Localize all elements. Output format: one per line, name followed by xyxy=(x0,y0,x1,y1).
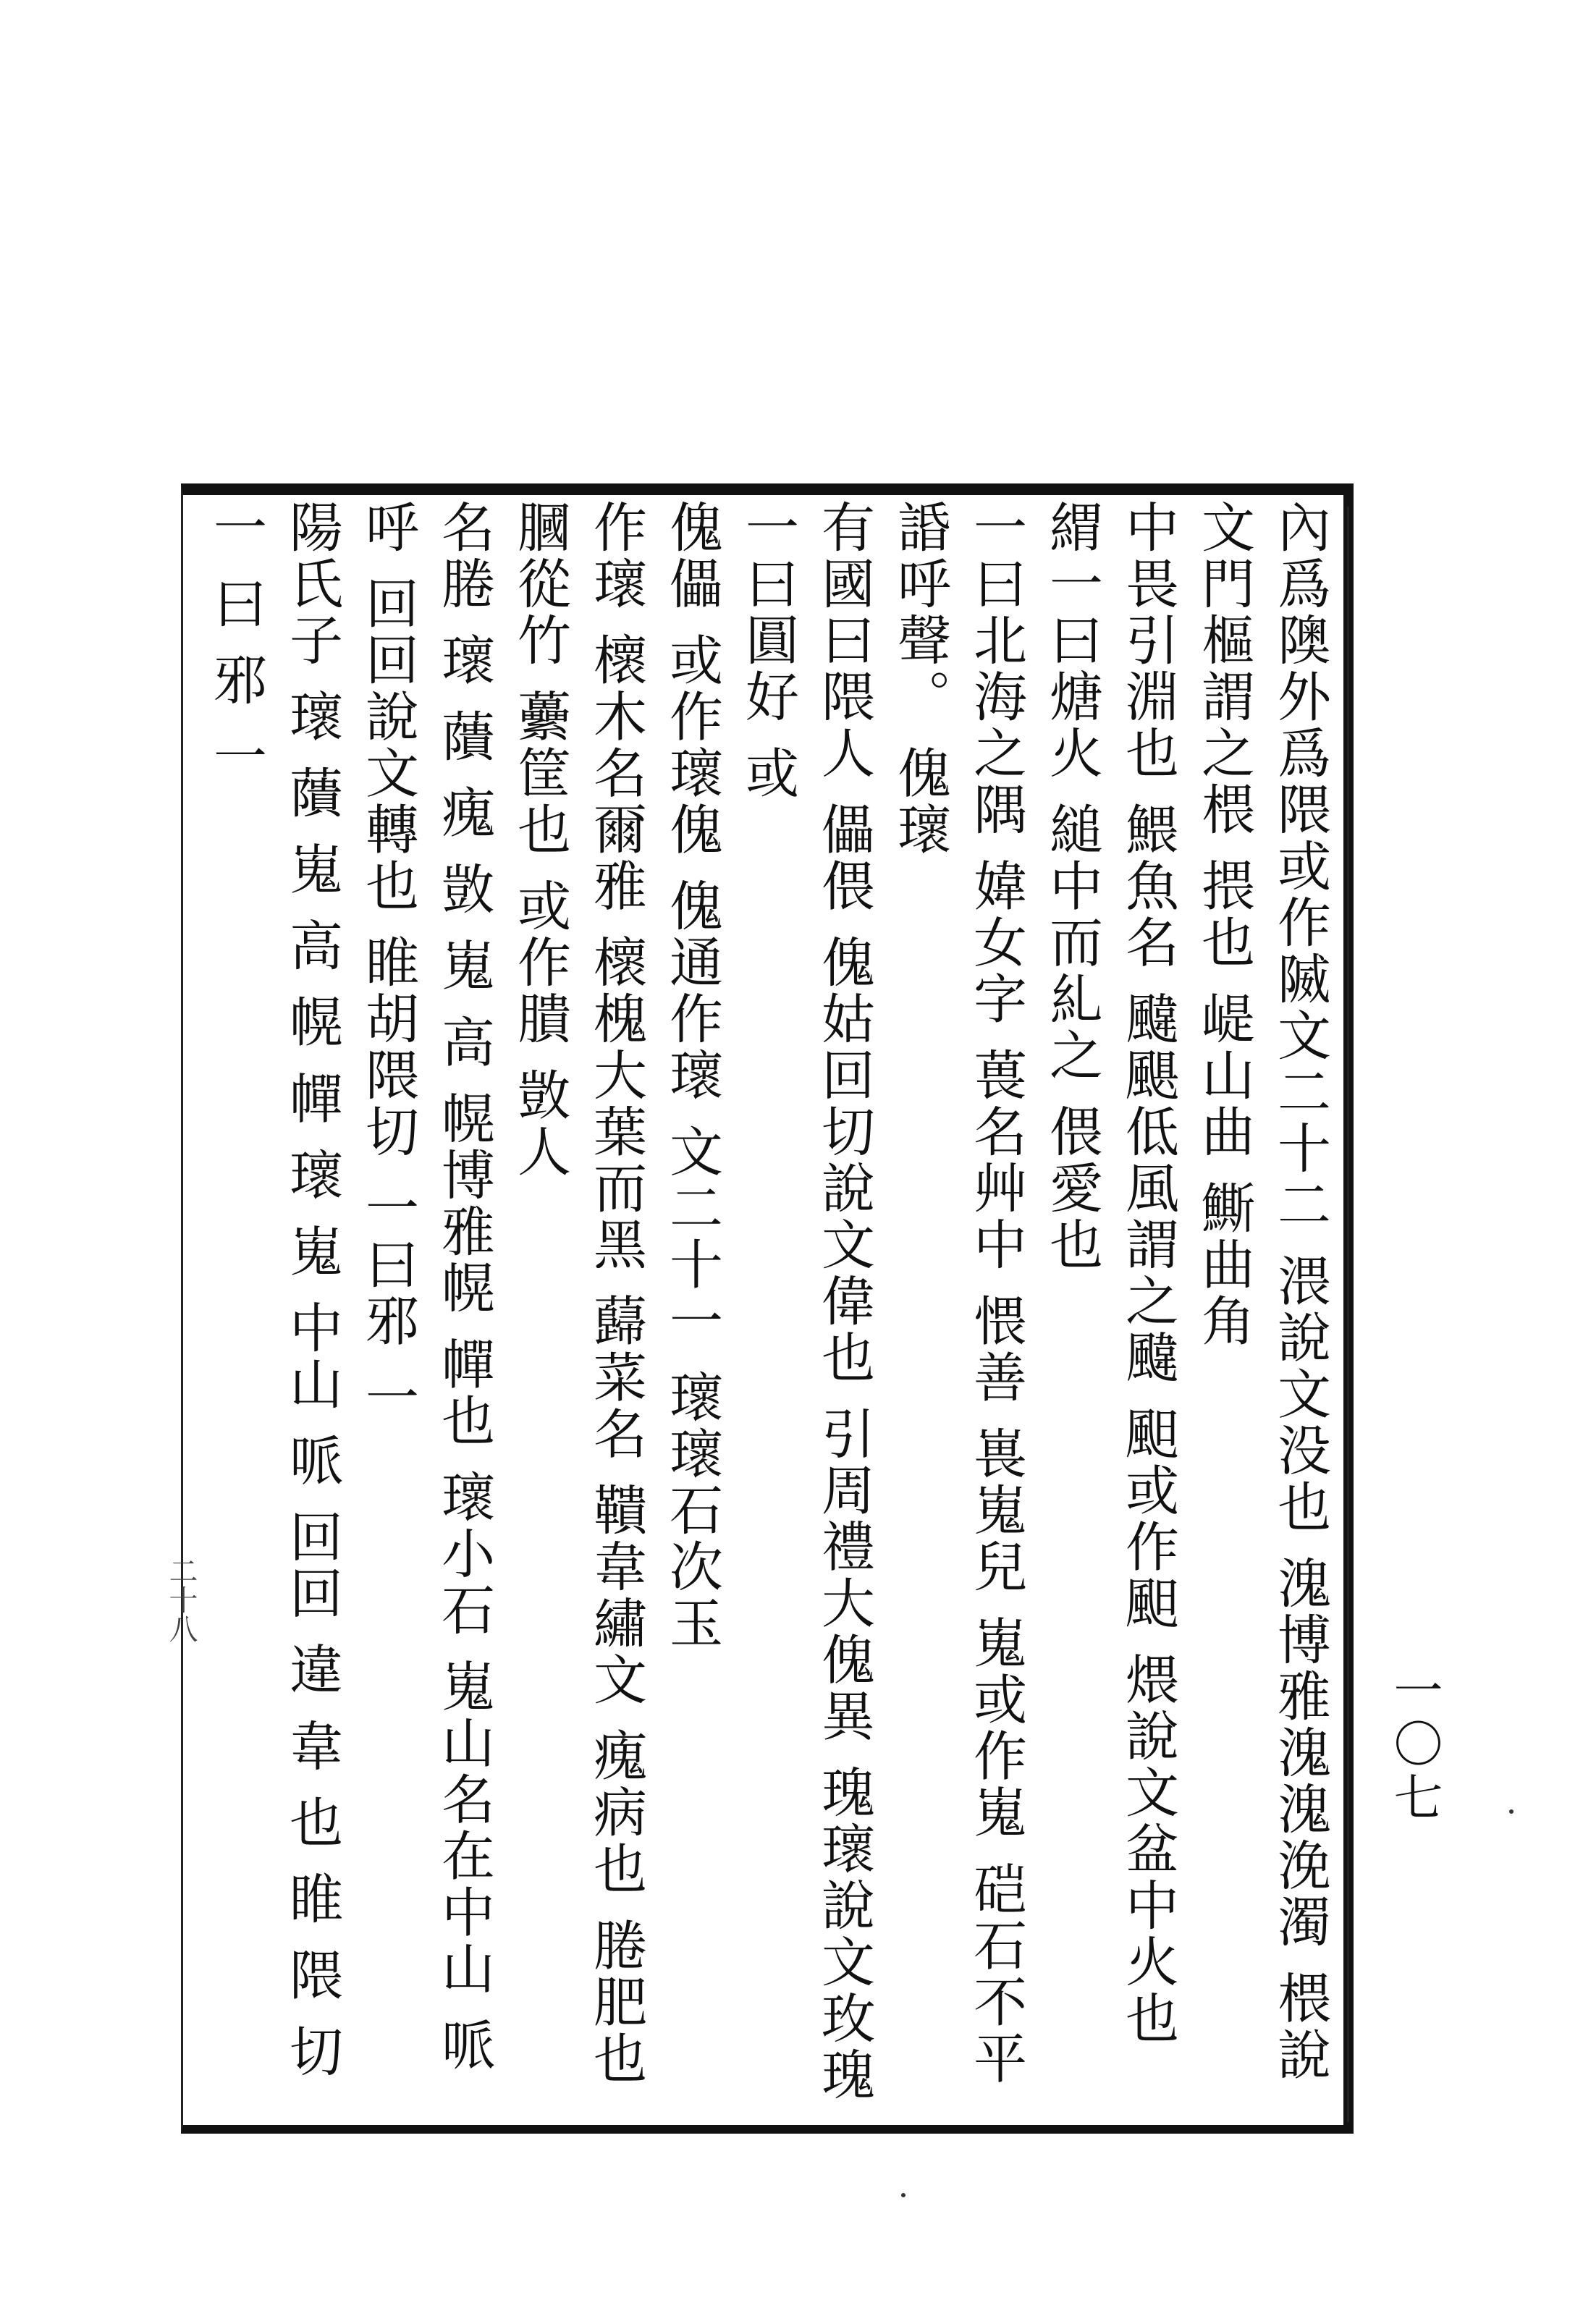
text-column: 傀儡 或作瓌傀 傀通作瓌 文二十一 瓌瓌石次玉 xyxy=(661,499,723,1652)
text-column: 中畏引淵也 鰃魚名 颹颶低風謂之颹 䫻或作䫻 煨說文盆中火也 緭一曰煻火 縋中而糺之 偎愛也 xyxy=(1041,499,1179,2067)
gutter-mark: 二十八 xyxy=(164,1556,198,1643)
text-column: 內爲隩外爲隈或作隇文二十二 渨說文没也 溾博雅溾溾浼濁 椳說文門樞謂之椳 揋也 崼山曲 䲉曲角 xyxy=(1193,499,1331,2084)
text-column: 一曰北海之隅 媁女字 葨名艸中 愄善 嵔嵬兒 嵬或作嵬 硙石不平 諙呼聲。 傀瓌 xyxy=(889,499,1027,2107)
dictionary-text-block xyxy=(194,499,1338,2121)
page-number: 一〇七 xyxy=(1385,1665,1443,1825)
text-column: 有國曰隈人 儡偎 傀姑回切說文偉也 引周禮大傀異 瑰瓌說文玫瑰一曰圓好 或 xyxy=(737,499,875,2104)
text-column: 陽氏子 瓌 藬 嵬 高 幌 幝 瓌 嵬 中山 哌 回回 違 韋 也 睢 隈 切 一 曰 邪 一 xyxy=(205,499,343,2100)
text-column: 名腃 瓌 藬 瘣 敳 嵬 高 幌博雅幌 幝也 瓌小石 嵬山名在中山 哌呼 回回說文轉也 睢胡隈切 一曰邪 一 xyxy=(357,499,495,2074)
text-column: 作瓌 櫰木名爾雅 櫰槐大葉而黑 蘬菜名 鞼韋繡文 瘣病也 腃肥也 膕從竹 虆筐也 或作膭 敳人 xyxy=(509,499,647,2107)
scan-speck xyxy=(901,2193,906,2197)
text-column xyxy=(194,499,198,2121)
scan-speck xyxy=(1509,1809,1514,1814)
